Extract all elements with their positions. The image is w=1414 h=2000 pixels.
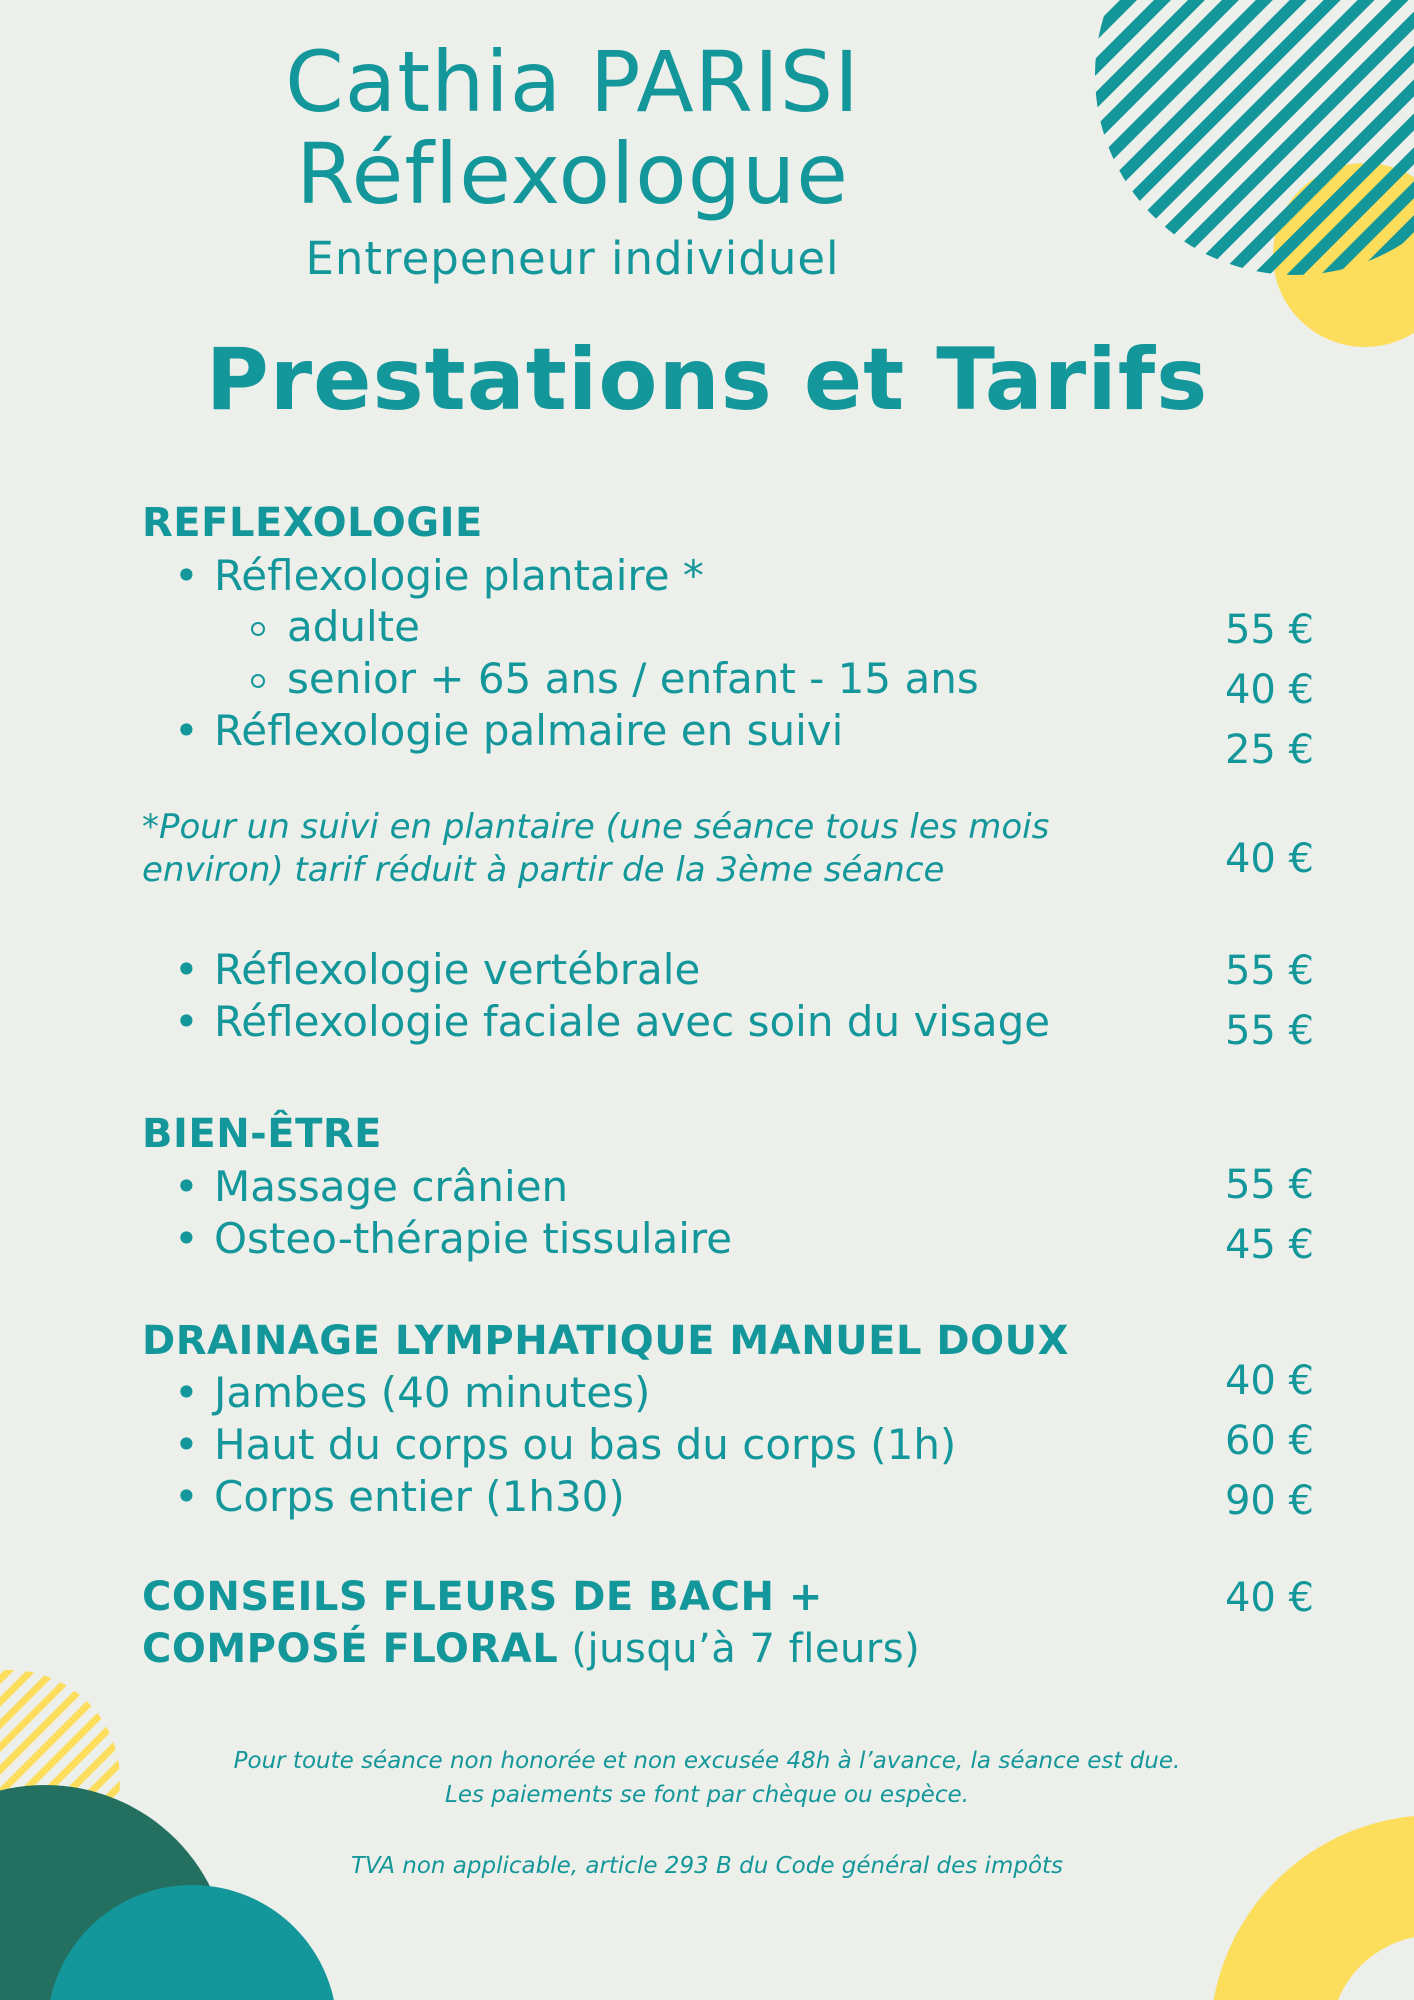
price-osteo: 45 €: [1224, 1222, 1314, 1268]
list-item-jambes: • Jambes (40 minutes): [214, 1368, 650, 1417]
bach-title-bold: COMPOSÉ FLORAL: [142, 1626, 559, 1672]
list-item-vertebrale: • Réflexologie vertébrale: [214, 945, 700, 994]
bottom-right-ring: [1210, 1815, 1414, 2000]
page-title: Prestations et Tarifs: [205, 330, 1209, 430]
list-item-senior-enfant: senior + 65 ans / enfant - 15 ans: [287, 654, 979, 703]
business-status: Entrepeneur individuel: [305, 232, 840, 285]
practitioner-name: Cathia PARISI: [285, 33, 860, 131]
price-senior-enfant: 40 €: [1224, 667, 1314, 713]
note-suivi-line2: environ) tarif réduit à partir de la 3ème séance: [142, 850, 945, 890]
footer-vat-notice: TVA non applicable, article 293 B du Code général des impôts: [350, 1853, 1064, 1879]
list-item-faciale: • Réflexologie faciale avec soin du visage: [214, 997, 1050, 1046]
bach-title-suffix: (jusqu’à 7 fleurs): [558, 1626, 921, 1672]
price-vertebrale: 55 €: [1224, 948, 1314, 994]
price-massage: 55 €: [1224, 1162, 1314, 1208]
price-haut-bas-corps: 60 €: [1224, 1418, 1314, 1464]
price-faciale: 55 €: [1224, 1008, 1314, 1054]
price-jambes: 40 €: [1224, 1358, 1314, 1404]
section-title-bien-etre: BIEN-ÊTRE: [142, 1111, 383, 1157]
price-corps-entier: 90 €: [1224, 1478, 1314, 1524]
practitioner-role: Réflexologue: [296, 125, 849, 223]
section-title-bach-line1: CONSEILS FLEURS DE BACH +: [142, 1574, 823, 1620]
list-item-palmaire: • Réflexologie palmaire en suivi: [214, 706, 843, 755]
note-suivi-line1: *Pour un suivi en plantaire (une séance tous les mois: [142, 807, 1050, 847]
section-title-reflexologie: REFLEXOLOGIE: [142, 500, 483, 546]
list-item-adulte: adulte: [287, 602, 420, 651]
list-item-corps-entier: • Corps entier (1h30): [214, 1472, 625, 1521]
list-item-plantaire: • Réflexologie plantaire *: [214, 551, 704, 600]
footer-payment-methods: Les paiements se font par chèque ou espèce.: [445, 1782, 969, 1808]
price-adulte: 55 €: [1224, 607, 1314, 653]
bottom-left-circles: [0, 1670, 337, 2000]
section-title-bach-line2: [142, 1626, 920, 1672]
price-bach: 40 €: [1224, 1575, 1314, 1621]
price-palmaire: 25 €: [1224, 727, 1314, 773]
footer-cancellation-policy: Pour toute séance non honorée et non excusée 48h à l’avance, la séance est due.: [233, 1748, 1181, 1774]
price-suivi: 40 €: [1224, 836, 1314, 882]
list-item-haut-bas-corps: • Haut du corps ou bas du corps (1h): [214, 1420, 956, 1469]
list-item-osteo: • Osteo-thérapie tissulaire: [214, 1214, 732, 1263]
list-item-massage: • Massage crânien: [214, 1162, 568, 1211]
section-title-drainage: DRAINAGE LYMPHATIQUE MANUEL DOUX: [142, 1318, 1069, 1364]
